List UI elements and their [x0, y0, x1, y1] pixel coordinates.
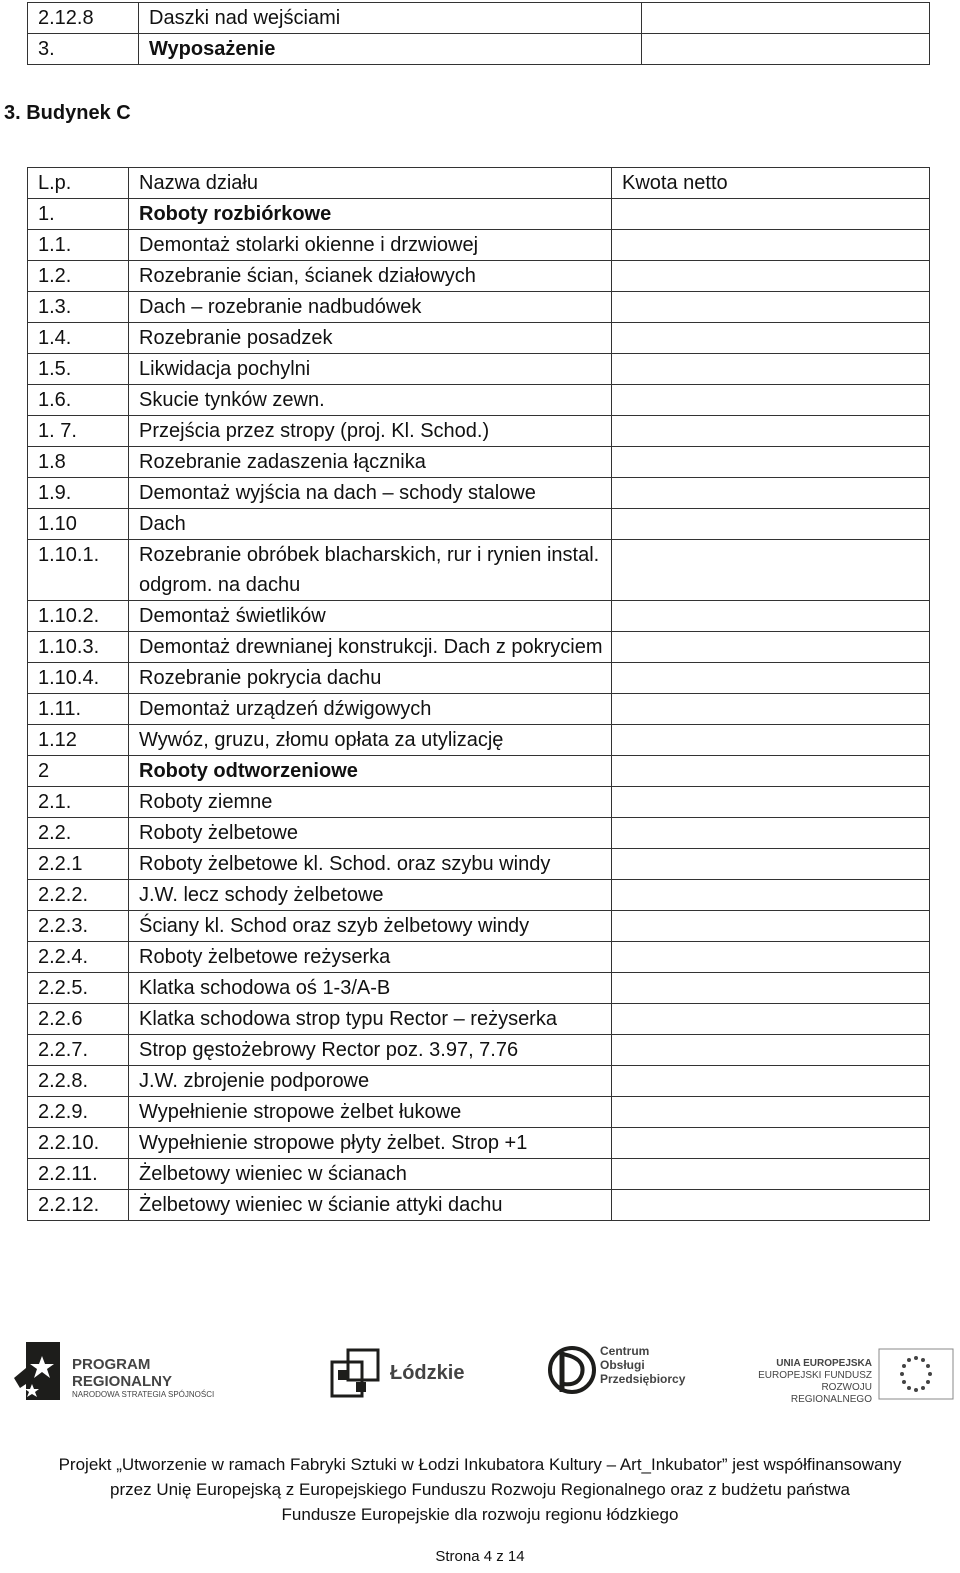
row-amount — [642, 3, 930, 34]
row-name: Wyposażenie — [139, 34, 642, 65]
table-row — [28, 632, 930, 663]
table-row — [28, 1035, 930, 1066]
eu-logo-line2: EUROPEJSKI FUNDUSZ — [758, 1370, 872, 1381]
row-number: 1.10 — [28, 509, 129, 540]
table-header-row — [28, 168, 930, 199]
program-logo-line3: NARODOWA STRATEGIA SPÓJNOŚCI — [72, 1390, 215, 1399]
row-number: 2.2.8. — [28, 1066, 129, 1097]
table-row — [28, 478, 930, 509]
top-continuation-table — [27, 2, 930, 65]
section-heading: 3. Budynek C — [4, 102, 131, 124]
table-row — [28, 787, 930, 818]
row-amount — [612, 323, 930, 354]
row-number: 2.2.6 — [28, 1004, 129, 1035]
row-amount — [612, 1035, 930, 1066]
row-number: 2.2.10. — [28, 1128, 129, 1159]
row-name: Daszki nad wejściami — [139, 3, 642, 34]
table-row — [28, 911, 930, 942]
row-amount — [612, 880, 930, 911]
table-row — [28, 1004, 930, 1035]
row-amount — [612, 199, 930, 230]
table-row — [28, 354, 930, 385]
row-name: Rozebranie pokrycia dachu — [129, 663, 612, 694]
row-number: 1.4. — [28, 323, 129, 354]
row-amount — [642, 34, 930, 65]
table-row — [28, 1097, 930, 1128]
row-name: Rozebranie obróbek blacharskich, rur i rynien instal. odgrom. na dachu — [129, 540, 612, 601]
row-amount — [612, 818, 930, 849]
row-number: 1.10.1. — [28, 540, 129, 601]
row-amount — [612, 973, 930, 1004]
table-row — [28, 601, 930, 632]
centrum-logo-line1: Centrum — [600, 1344, 650, 1358]
row-amount — [612, 663, 930, 694]
row-number: 1.10.2. — [28, 601, 129, 632]
row-number: 1.6. — [28, 385, 129, 416]
row-number: 1.5. — [28, 354, 129, 385]
row-amount — [612, 849, 930, 880]
row-name: Roboty żelbetowe — [129, 818, 612, 849]
row-number: 1.10.3. — [28, 632, 129, 663]
table-row — [28, 447, 930, 478]
lodzkie-logo — [330, 1348, 470, 1408]
table-row — [28, 261, 930, 292]
table-row — [28, 1159, 930, 1190]
centrum-logo-line2: Obsługi — [600, 1358, 645, 1372]
eu-logo — [750, 1348, 955, 1408]
program-logo-line2: REGIONALNY — [72, 1373, 173, 1390]
row-name: Rozebranie zadaszenia łącznika — [129, 447, 612, 478]
row-amount — [612, 601, 930, 632]
table-row — [28, 756, 930, 787]
row-number: 2 — [28, 756, 129, 787]
row-name: Demontaż stolarki okienne i drzwiowej — [129, 230, 612, 261]
table-row — [28, 818, 930, 849]
table-row — [28, 1190, 930, 1221]
row-amount — [612, 416, 930, 447]
row-name: Demontaż wyjścia na dach – schody stalowe — [129, 478, 612, 509]
row-number: 2.1. — [28, 787, 129, 818]
table-row — [28, 292, 930, 323]
table-row — [28, 973, 930, 1004]
row-number: 2.2.9. — [28, 1097, 129, 1128]
row-number: 1.9. — [28, 478, 129, 509]
row-name: Strop gęstożebrowy Rector poz. 3.97, 7.76 — [129, 1035, 612, 1066]
table-row — [28, 694, 930, 725]
footer-text — [0, 1452, 960, 1527]
row-name: J.W. lecz schody żelbetowe — [129, 880, 612, 911]
header-name: Nazwa działu — [129, 168, 612, 199]
centrum-obslugi-logo — [548, 1344, 686, 1404]
row-name: Skucie tynków zewn. — [129, 385, 612, 416]
table-row — [28, 323, 930, 354]
row-amount — [612, 694, 930, 725]
row-amount — [612, 354, 930, 385]
table-row — [28, 849, 930, 880]
page-number: Strona 4 z 14 — [435, 1548, 525, 1565]
table-row — [28, 416, 930, 447]
eu-flag-icon — [878, 1348, 954, 1400]
row-number: 1.2. — [28, 261, 129, 292]
row-amount — [612, 787, 930, 818]
row-name: Wypełnienie stropowe żelbet łukowe — [129, 1097, 612, 1128]
row-name: Roboty żelbetowe kl. Schod. oraz szybu windy — [129, 849, 612, 880]
row-amount — [612, 261, 930, 292]
table-row — [28, 880, 930, 911]
row-number: 2.2.11. — [28, 1159, 129, 1190]
row-amount — [612, 1128, 930, 1159]
footer-line1: Projekt „Utworzenie w ramach Fabryki Sztuki w Łodzi Inkubatora Kultury – Art_Inkubator” jest współfinansowany — [58, 1455, 902, 1474]
centrum-emblem-icon — [548, 1344, 598, 1396]
row-number: 1. 7. — [28, 416, 129, 447]
row-name: Żelbetowy wieniec w ścianie attyki dachu — [129, 1190, 612, 1221]
row-number: 2.2. — [28, 818, 129, 849]
table-row — [28, 1066, 930, 1097]
row-name: Klatka schodowa oś 1-3/A-B — [129, 973, 612, 1004]
row-name: Dach – rozebranie nadbudówek — [129, 292, 612, 323]
row-amount — [612, 725, 930, 756]
row-name: Roboty żelbetowe reżyserka — [129, 942, 612, 973]
row-amount — [612, 509, 930, 540]
program-logo-line1: PROGRAM — [72, 1356, 151, 1373]
row-name: Ściany kl. Schod oraz szyb żelbetowy windy — [129, 911, 612, 942]
table-row — [28, 385, 930, 416]
row-amount — [612, 1159, 930, 1190]
header-amount: Kwota netto — [612, 168, 930, 199]
row-name: Przejścia przez stropy (proj. Kl. Schod.) — [129, 416, 612, 447]
row-name: Rozebranie ścian, ścianek działowych — [129, 261, 612, 292]
logo-strip — [0, 1330, 960, 1420]
row-number: 2.2.7. — [28, 1035, 129, 1066]
row-amount — [612, 385, 930, 416]
row-amount — [612, 1066, 930, 1097]
table-row — [28, 725, 930, 756]
row-name: Wywóz, gruzu, złomu opłata za utylizację — [129, 725, 612, 756]
table-row — [28, 230, 930, 261]
footer-line2: przez Unię Europejską z Europejskiego Funduszu Rozwoju Regionalnego oraz z budżetu państwa — [110, 1480, 850, 1499]
row-name: Żelbetowy wieniec w ścianach — [129, 1159, 612, 1190]
row-number: 1.11. — [28, 694, 129, 725]
row-amount — [612, 478, 930, 509]
row-name: Demontaż świetlików — [129, 601, 612, 632]
lodzkie-emblem-icon — [330, 1348, 382, 1400]
row-name: Roboty odtworzeniowe — [129, 756, 612, 787]
row-amount — [612, 1004, 930, 1035]
table-row — [28, 199, 930, 230]
row-number: 3. — [28, 34, 139, 65]
header-number: L.p. — [28, 168, 129, 199]
row-number: 1.3. — [28, 292, 129, 323]
row-amount — [612, 756, 930, 787]
table-row — [28, 1128, 930, 1159]
row-number: 1.1. — [28, 230, 129, 261]
row-number: 2.2.1 — [28, 849, 129, 880]
row-name: Demontaż urządzeń dźwigowych — [129, 694, 612, 725]
row-name: Wypełnienie stropowe płyty żelbet. Strop +1 — [129, 1128, 612, 1159]
table-row — [28, 3, 930, 34]
row-number: 2.2.2. — [28, 880, 129, 911]
row-number: 1. — [28, 199, 129, 230]
row-amount — [612, 292, 930, 323]
lodzkie-label: Łódzkie — [390, 1362, 465, 1384]
row-name: Roboty rozbiórkowe — [129, 199, 612, 230]
table-row — [28, 509, 930, 540]
row-number: 2.2.5. — [28, 973, 129, 1004]
program-regionalny-logo — [12, 1338, 222, 1408]
program-regionalny-emblem-icon — [12, 1338, 72, 1404]
row-amount — [612, 1190, 930, 1221]
row-name: Dach — [129, 509, 612, 540]
table-row — [28, 34, 930, 65]
row-number: 2.2.3. — [28, 911, 129, 942]
row-number: 2.12.8 — [28, 3, 139, 34]
row-name: Rozebranie posadzek — [129, 323, 612, 354]
cost-table — [27, 167, 930, 1221]
table-row — [28, 540, 930, 601]
row-amount — [612, 540, 930, 601]
row-number: 2.2.12. — [28, 1190, 129, 1221]
row-amount — [612, 911, 930, 942]
eu-logo-line3: ROZWOJU REGIONALNEGO — [790, 1382, 872, 1405]
row-name: Roboty ziemne — [129, 787, 612, 818]
row-amount — [612, 447, 930, 478]
row-name: Klatka schodowa strop typu Rector – reżyserka — [129, 1004, 612, 1035]
row-name: Likwidacja pochylni — [129, 354, 612, 385]
table-row — [28, 942, 930, 973]
row-number: 1.8 — [28, 447, 129, 478]
centrum-logo-line3: Przedsiębiorcy — [600, 1372, 686, 1386]
eu-logo-line1: UNIA EUROPEJSKA — [776, 1358, 872, 1369]
row-number: 2.2.4. — [28, 942, 129, 973]
footer-line3: Fundusze Europejskie dla rozwoju regionu łódzkiego — [281, 1505, 679, 1524]
row-amount — [612, 632, 930, 663]
row-amount — [612, 230, 930, 261]
row-number: 1.10.4. — [28, 663, 129, 694]
row-amount — [612, 942, 930, 973]
row-name: Demontaż drewnianej konstrukcji. Dach z pokryciem — [129, 632, 612, 663]
row-name: J.W. zbrojenie podporowe — [129, 1066, 612, 1097]
row-number: 1.12 — [28, 725, 129, 756]
table-row — [28, 663, 930, 694]
row-amount — [612, 1097, 930, 1128]
